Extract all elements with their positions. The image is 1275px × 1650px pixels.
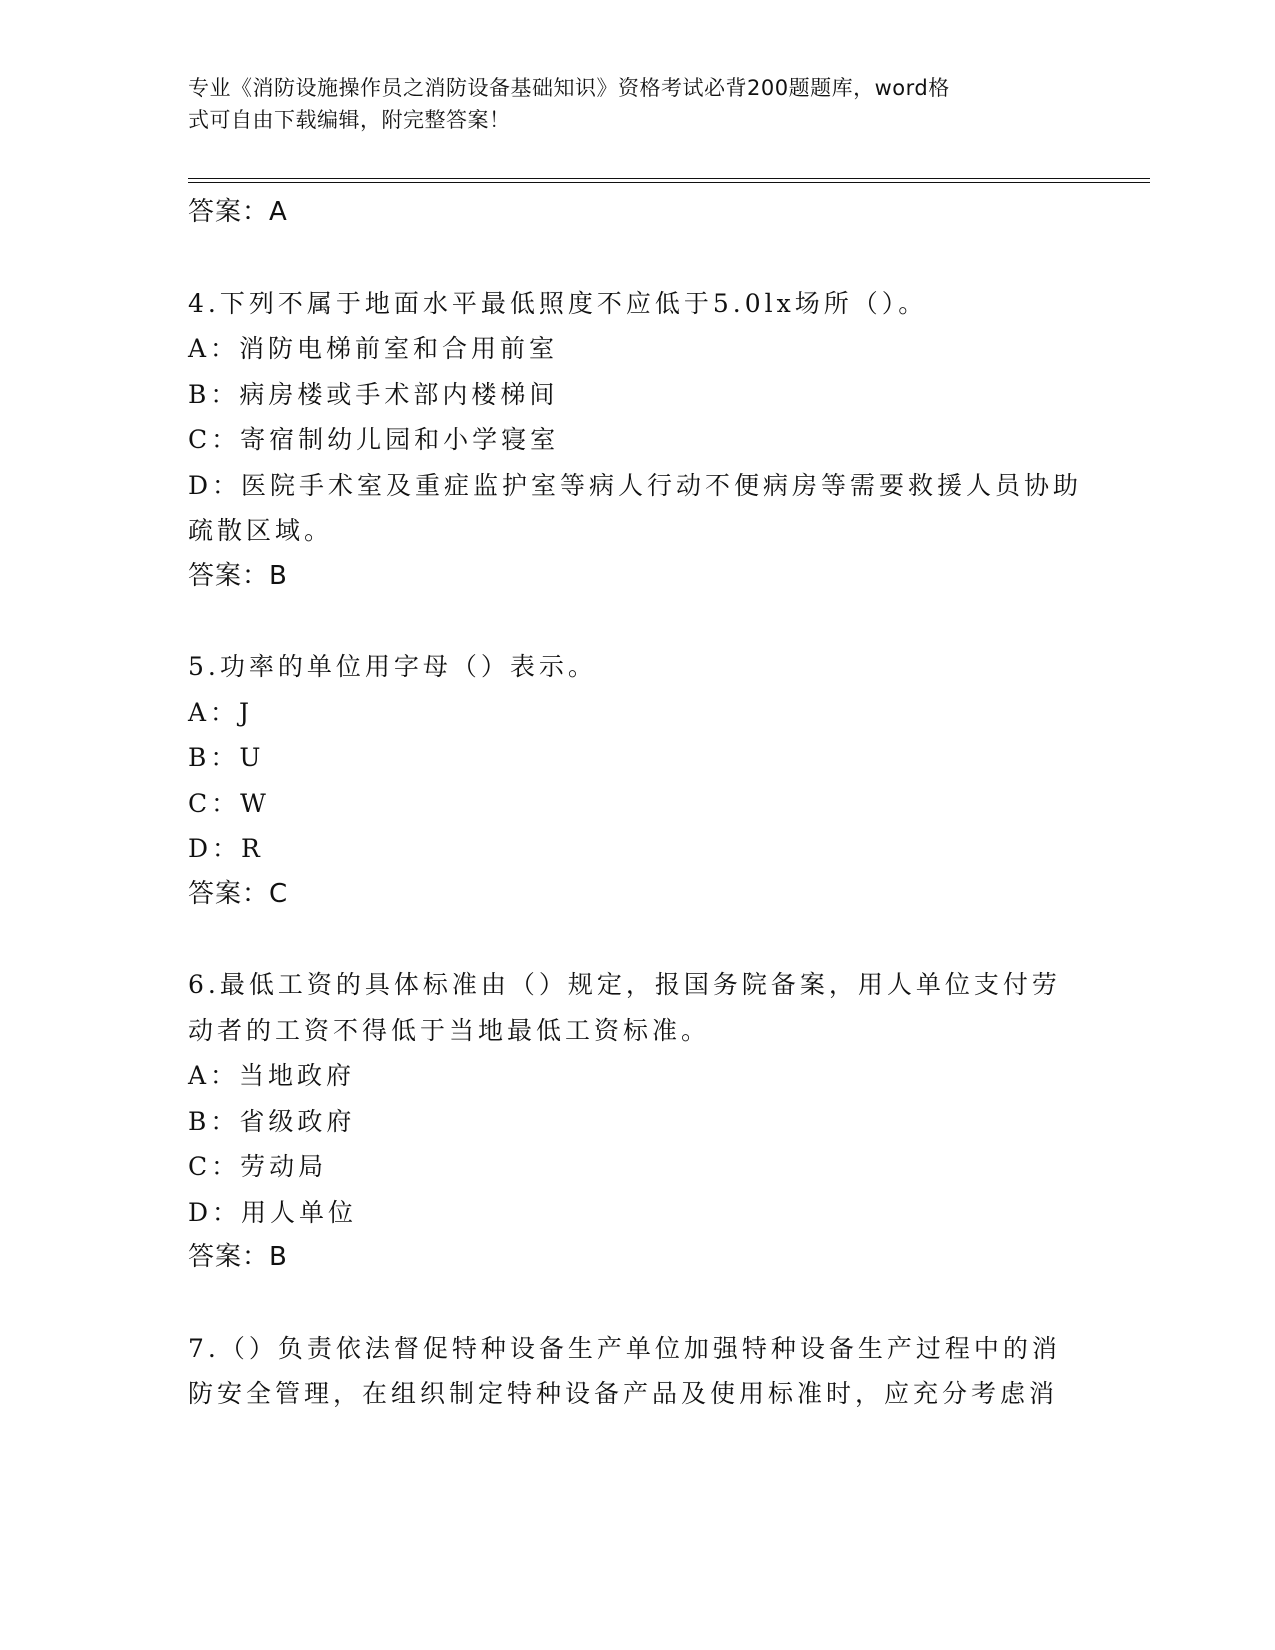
question-4 — [188, 281, 1088, 600]
answer-line: 答案：C — [188, 878, 289, 909]
header-line-2: 式可自由下载编辑，附完整答案！ — [188, 108, 511, 132]
question-stem: 7.（）负责依法督促特种设备生产单位加强特种设备生产过程中的消 — [188, 1333, 1061, 1363]
option-c: C：寄宿制幼儿园和小学寝室 — [188, 425, 560, 454]
answer-line: 答案：B — [188, 1242, 288, 1272]
question-6 — [188, 962, 1088, 1281]
question-5 — [188, 644, 1088, 917]
spacer — [188, 236, 1088, 281]
question-7 — [188, 1326, 1088, 1417]
document-body — [188, 190, 1088, 1417]
question-stem: 6.最低工资的具体标准由（）规定，报国务院备案，用人单位支付劳 — [188, 970, 1061, 999]
option-d-continued: 疏散区域。 — [188, 516, 334, 545]
option-b: B：病房楼或手术部内楼梯间 — [188, 379, 559, 409]
option-d: D：医院手术室及重症监护室等病人行动不便病房等需要救援人员协助 — [188, 470, 1083, 500]
option-d: D：用人单位 — [188, 1197, 358, 1227]
document-header — [188, 72, 1068, 136]
option-c: C：W — [188, 788, 270, 818]
option-b: B：省级政府 — [188, 1106, 356, 1136]
question-stem: 4.下列不属于地面水平最低照度不应低于5.0lx场所（）。 — [188, 288, 928, 318]
option-a: A：消防电梯前室和合用前室 — [188, 334, 559, 363]
option-a: A：当地政府 — [188, 1061, 356, 1090]
question-stem-continued: 动者的工资不得低于当地最低工资标准。 — [188, 1015, 711, 1045]
header-divider-bottom — [188, 182, 1150, 183]
option-b: B：U — [188, 743, 265, 772]
answer-line: 答案：B — [188, 560, 288, 591]
question-stem: 5.功率的单位用字母（）表示。 — [188, 652, 597, 681]
option-c: C：劳动局 — [188, 1152, 328, 1181]
header-line-1: 专业《消防设施操作员之消防设备基础知识》资格考试必背200题题库，word格 — [188, 76, 950, 100]
answer-line: 答案：A — [188, 197, 288, 227]
option-a: A：J — [188, 697, 254, 727]
spacer — [188, 1281, 1088, 1326]
question-stem-continued: 防安全管理，在组织制定特种设备产品及使用标准时，应充分考虑消 — [188, 1379, 1059, 1408]
option-d: D：R — [188, 834, 264, 863]
header-divider-top — [188, 178, 1150, 179]
spacer — [188, 917, 1088, 962]
spacer — [188, 599, 1088, 644]
